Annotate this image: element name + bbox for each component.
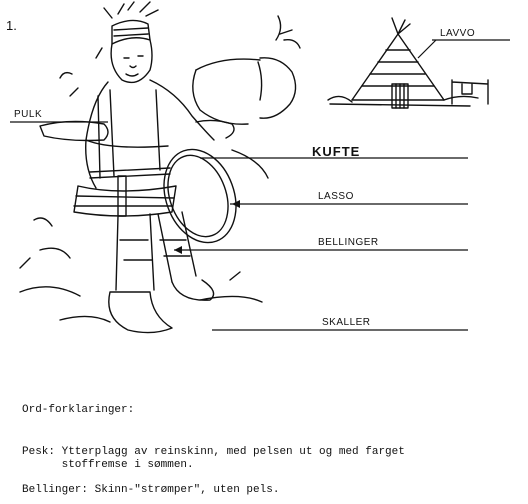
glossary-item — [22, 484, 279, 497]
label-lasso: LASSO — [318, 191, 354, 202]
label-skaller: SKALLER — [322, 317, 371, 328]
page-number: 1. — [6, 18, 17, 33]
label-kufte: KUFTE — [312, 144, 361, 159]
reindeer-drawing — [193, 16, 300, 124]
glossary-item — [22, 446, 405, 472]
glossary-line: Bellinger: Skinn-"strømper", uten pels. — [22, 484, 280, 496]
label-lavvo: LAVVO — [440, 28, 476, 39]
label-bellinger: BELLINGER — [318, 237, 379, 248]
glossary-line: stoffremse i sømmen. — [22, 459, 194, 471]
glossary-heading: Ord-forklaringer: — [22, 404, 135, 416]
glossary-line: Pesk: Ytterplagg av reinskinn, med pelsen ut og med farget — [22, 446, 405, 458]
pulk-drawing — [40, 121, 108, 140]
person-drawing — [20, 2, 268, 333]
label-pulk: PULK — [14, 109, 43, 120]
